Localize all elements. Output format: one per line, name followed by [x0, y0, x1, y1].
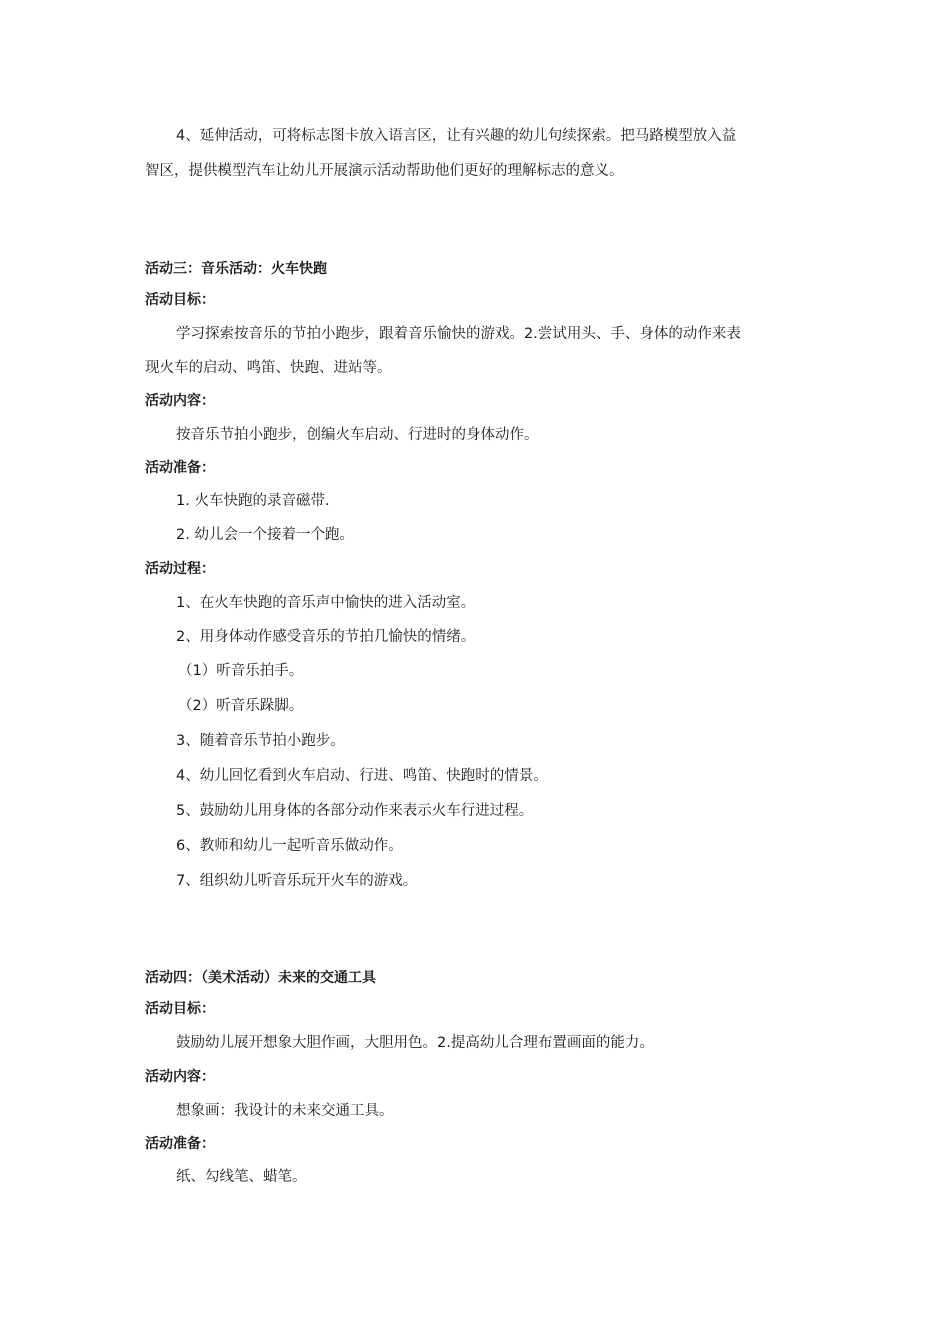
activity3-title: 活动三：音乐活动：火车快跑 [145, 261, 327, 277]
activity4-content-heading: 活动内容： [145, 1069, 215, 1085]
activity4-goal-heading: 活动目标： [145, 1001, 215, 1017]
activity3-process-item: （2）听音乐跺脚。 [178, 698, 304, 714]
extension-paragraph-line-1: 4、延伸活动，可将标志图卡放入语言区，让有兴趣的幼儿句续探索。把马路模型放入益 [176, 128, 737, 144]
activity3-process-item: 5、鼓励幼儿用身体的各部分动作来表示火车行进过程。 [176, 803, 534, 819]
activity3-goal-line-2: 现火车的启动、鸣笛、快跑、进站等。 [145, 360, 392, 376]
extension-paragraph-line-2: 智区，提供模型汽车让幼儿开展演示活动帮助他们更好的理解标志的意义。 [145, 163, 624, 179]
activity3-goal-line-1: 学习探索按音乐的节拍小跑步，跟着音乐愉快的游戏。2.尝试用头、手、身体的动作来表 [176, 326, 741, 342]
activity4-title: 活动四：（美术活动）未来的交通工具 [145, 970, 376, 986]
activity3-process-item: 3、随着音乐节拍小跑步。 [176, 733, 345, 749]
activity4-content: 想象画：我设计的未来交通工具。 [176, 1103, 394, 1119]
activity3-process-item: 1、在火车快跑的音乐声中愉快的进入活动室。 [176, 595, 476, 611]
activity3-process-item: 4、幼儿回忆看到火车启动、行进、鸣笛、快跑时的情景。 [176, 768, 548, 784]
activity4-goal: 鼓励幼儿展开想象大胆作画，大胆用色。2.提高幼儿合理布置画面的能力。 [176, 1035, 654, 1051]
activity3-process-item: 6、教师和幼儿一起听音乐做动作。 [176, 838, 403, 854]
activity3-prep-heading: 活动准备： [145, 460, 215, 476]
activity3-prep-item: 2. 幼儿会一个接着一个跑。 [176, 527, 354, 543]
activity4-prep-heading: 活动准备： [145, 1136, 215, 1152]
activity3-content: 按音乐节拍小跑步，创编火车启动、行进时的身体动作。 [176, 427, 539, 443]
activity4-prep: 纸、勾线笔、蜡笔。 [176, 1169, 307, 1185]
activity3-process-item: 7、组织幼儿听音乐玩开火车的游戏。 [176, 873, 418, 889]
activity3-content-heading: 活动内容： [145, 393, 215, 409]
activity3-process-heading: 活动过程： [145, 561, 215, 577]
activity3-prep-item: 1. 火车快跑的录音磁带. [176, 493, 330, 509]
activity3-process-item: 2、用身体动作感受音乐的节拍几愉快的情绪。 [176, 629, 476, 645]
activity3-process-item: （1）听音乐拍手。 [178, 663, 304, 679]
activity3-goal-heading: 活动目标： [145, 292, 215, 308]
